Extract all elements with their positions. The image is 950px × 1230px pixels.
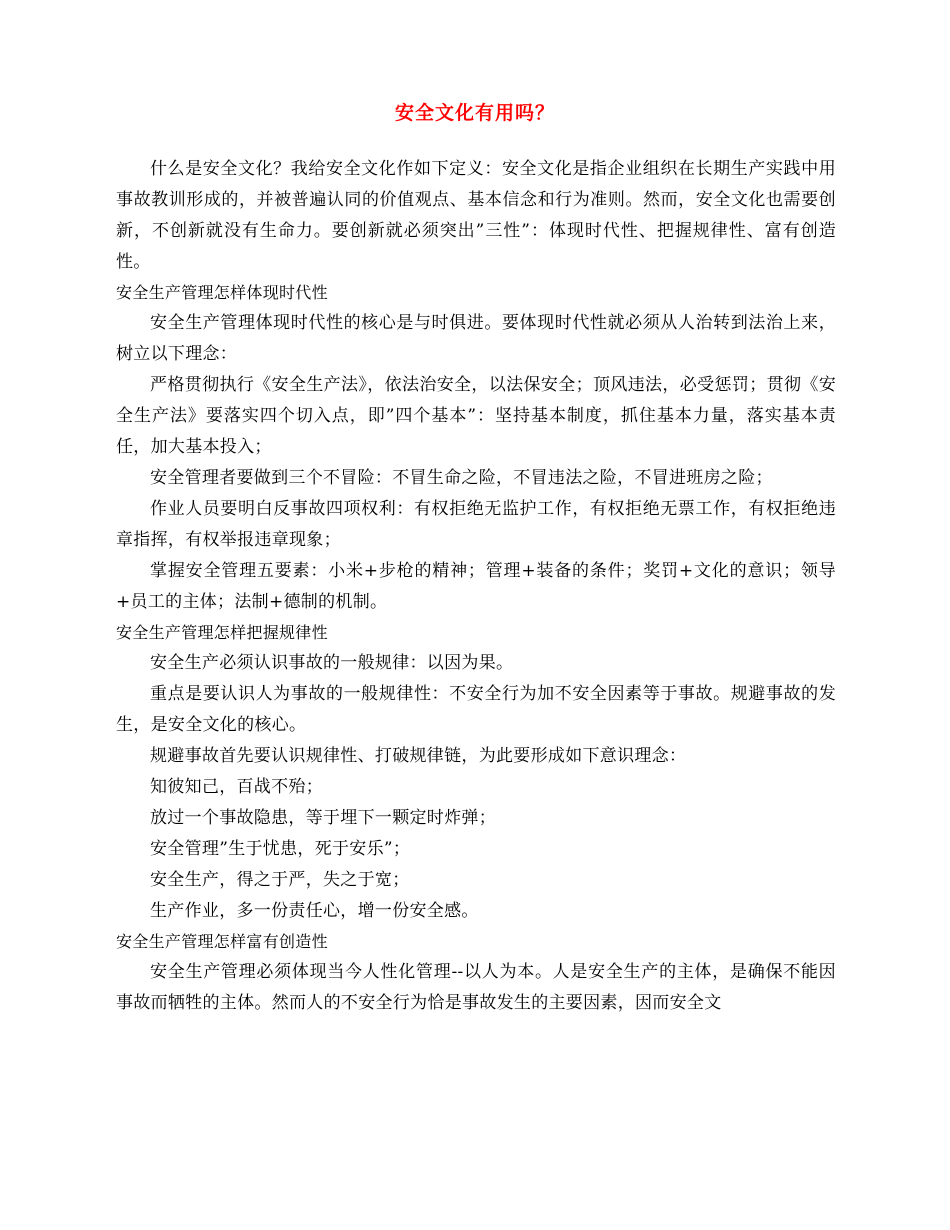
paragraph: 安全生产必须认识事故的一般规律：以因为果。 bbox=[150, 653, 514, 673]
paragraph: 严格贯彻执行《安全生产法》，依法治安全，以法保安全；顶风违法，必受惩罚；贯彻《安全生产法》要落实四个切入点，即”四个基本”：坚持基本制度，抓住基本力量，落实基本责任，加大基本投入； bbox=[116, 375, 836, 457]
paragraph: 安全管理”生于忧患，死于安乐”； bbox=[150, 839, 411, 859]
paragraph: 安全生产管理体现时代性的核心是与时俱进。要体现时代性就必须从人治转到法治上来，树立以下理念： bbox=[116, 313, 836, 364]
paragraph: 知彼知己，百战不殆； bbox=[150, 777, 323, 797]
paragraph: 生产作业，多一份责任心，增一份安全感。 bbox=[150, 901, 479, 921]
paragraph: 安全生产管理必须体现当今人性化管理--以人为本。人是安全生产的主体，是确保不能因事故而牺牲的主体。然而人的不安全行为恰是事故发生的主要因素，因而安全文 bbox=[116, 962, 836, 1013]
section-heading: 安全生产管理怎样体现时代性 bbox=[116, 283, 328, 302]
paragraph: 放过一个事故隐患，等于埋下一颗定时炸弹； bbox=[150, 808, 496, 828]
paragraph: 规避事故首先要认识规律性、打破规律链，为此要形成如下意识理念： bbox=[150, 746, 687, 766]
section-heading: 安全生产管理怎样把握规律性 bbox=[116, 623, 328, 642]
paragraph: 安全生产，得之于严，失之于宽； bbox=[150, 870, 410, 890]
document-title: 安全文化有用吗？ bbox=[394, 102, 555, 124]
document-body bbox=[116, 154, 836, 1019]
paragraph: 安全管理者要做到三个不冒险：不冒生命之险，不冒违法之险，不冒进班房之险； bbox=[150, 468, 773, 488]
paragraph: 重点是要认识人为事故的一般规律性：不安全行为加不安全因素等于事故。规避事故的发生，是安全文化的核心。 bbox=[116, 684, 836, 735]
section-heading: 安全生产管理怎样富有创造性 bbox=[116, 932, 328, 951]
paragraph: 什么是安全文化？我给安全文化作如下定义：安全文化是指企业组织在长期生产实践中用事故教训形成的，并被普遍认同的价值观点、基本信念和行为准则。然而，安全文化也需要创新，不创新就没有生命力。要创新就必须突出”三性”：体现时代性、把握规律性、富有创造性。 bbox=[116, 159, 836, 272]
paragraph: 作业人员要明白反事故四项权利：有权拒绝无监护工作，有权拒绝无票工作，有权拒绝违章指挥，有权举报违章现象； bbox=[116, 499, 836, 550]
paragraph: 掌握安全管理五要素：小米+步枪的精神；管理+装备的条件；奖罚+文化的意识；领导+员工的主体；法制+德制的机制。 bbox=[116, 561, 836, 612]
